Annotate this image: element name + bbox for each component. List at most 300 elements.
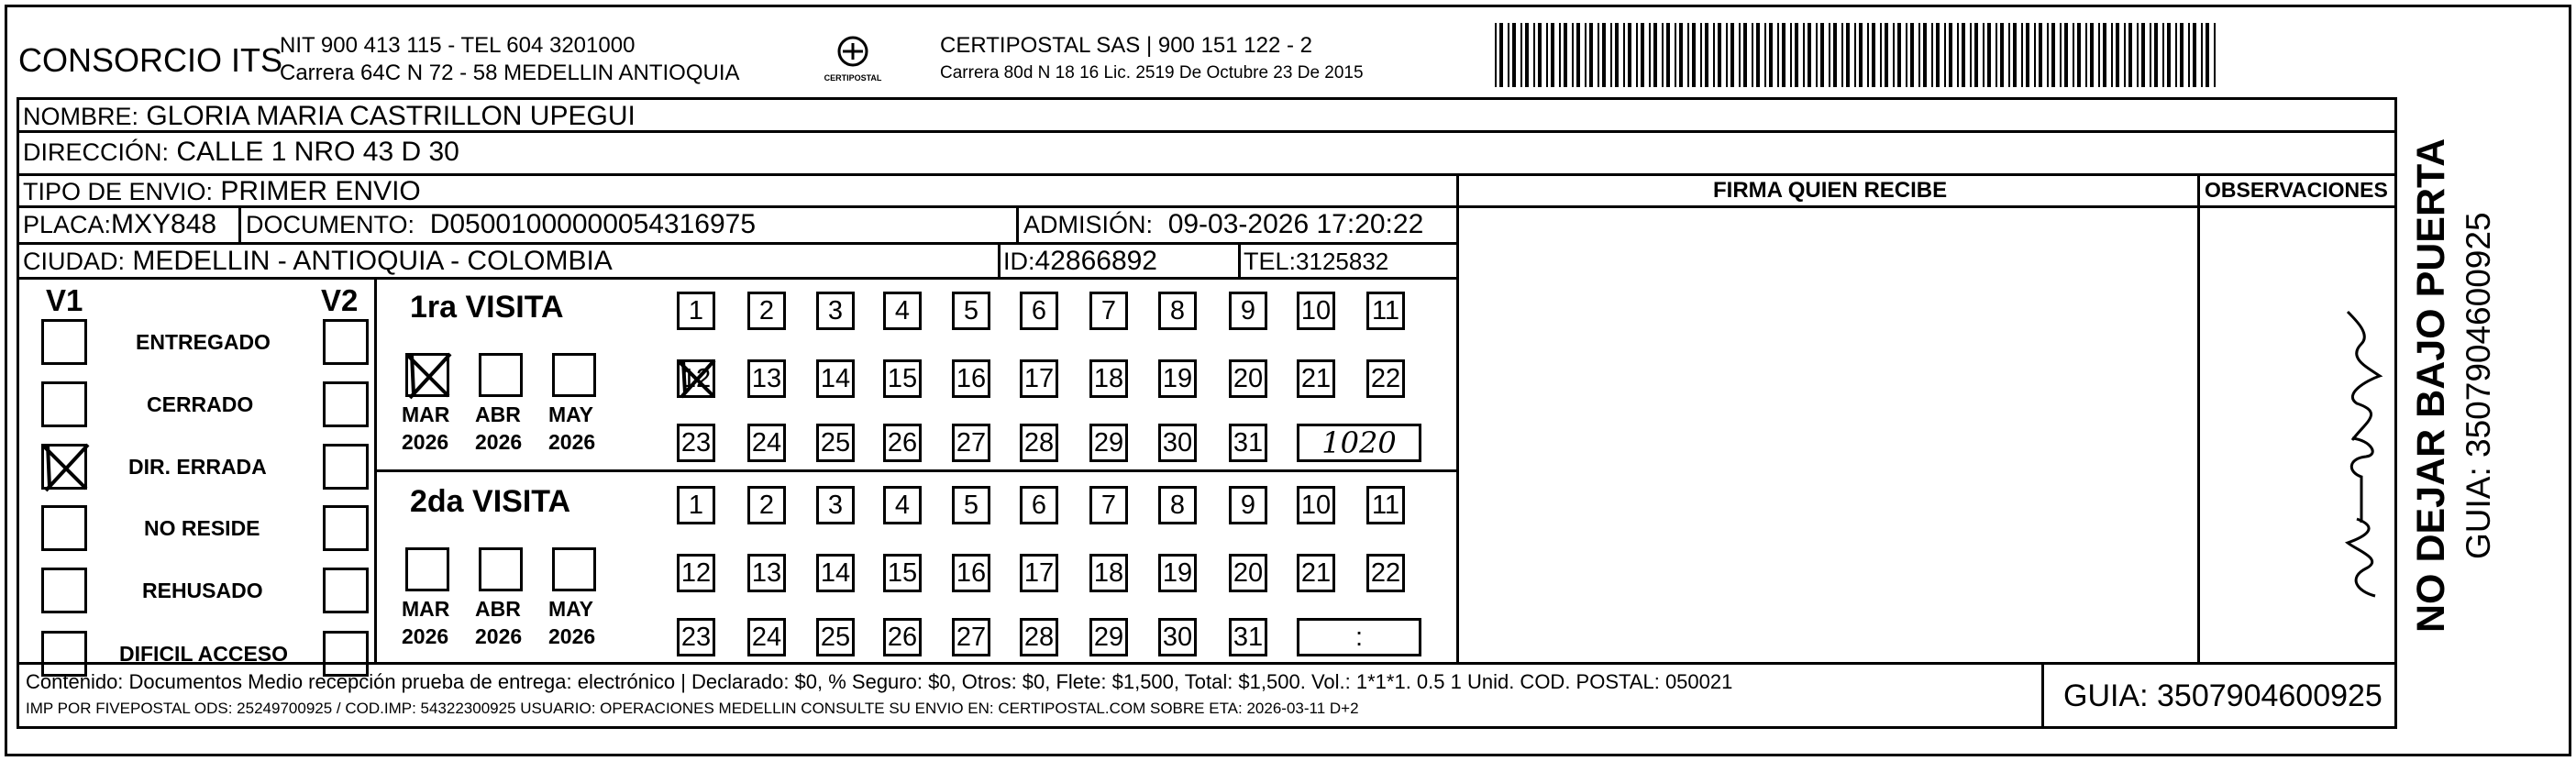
admision-value: 09-03-2026 17:20:22: [1167, 209, 1424, 239]
day-number: 17: [1023, 363, 1055, 393]
day-number: 16: [956, 363, 987, 393]
v2-label: V2: [321, 283, 359, 317]
barcode-bar: [1628, 23, 1631, 87]
status-v1-checkbox[interactable]: [41, 568, 87, 613]
barcode-bar: [2085, 23, 2087, 87]
barcode-bar: [1623, 23, 1625, 87]
row-line: [17, 662, 2397, 665]
day-number: 19: [1162, 557, 1193, 588]
barcode-bar: [1713, 23, 1715, 87]
day-box[interactable]: [1229, 292, 1267, 330]
v1-label: V1: [46, 283, 83, 317]
svg-text:CERTIPOSTAL: CERTIPOSTAL: [824, 73, 882, 83]
no-dejar-bajo-puerta: NO DEJAR BAJO PUERTA: [2409, 138, 2453, 633]
day-number: 7: [1100, 490, 1117, 520]
day-number: 5: [963, 490, 979, 520]
tel-label: TEL:: [1244, 248, 1297, 275]
year-label: 2026: [475, 430, 523, 454]
day-box[interactable]: [1366, 486, 1405, 524]
day-number: 15: [887, 363, 918, 393]
company-name: CONSORCIO ITS: [18, 41, 283, 79]
barcode-bar: [1910, 23, 1914, 87]
day-number: 16: [956, 557, 987, 588]
status-v2-checkbox[interactable]: [323, 319, 369, 365]
nombre-row: [23, 103, 636, 130]
day-number: 27: [956, 622, 987, 652]
barcode-bar: [1983, 23, 1985, 87]
documento-row: [246, 211, 756, 238]
col-line: [1456, 173, 1459, 662]
day-number: 25: [820, 622, 851, 652]
ciudad-value: MEDELLIN - ANTIOQUIA - COLOMBIA: [132, 246, 613, 276]
barcode-bar: [1859, 23, 1863, 87]
barcode-bar: [1499, 23, 1503, 87]
time-box[interactable]: [1297, 424, 1421, 462]
barcode-bar: [1829, 23, 1830, 87]
day-box[interactable]: [1366, 292, 1405, 330]
barcode-bar: [1923, 23, 1927, 87]
barcode-bar: [2116, 23, 2119, 87]
barcode-bar: [1769, 23, 1773, 87]
barcode-bar: [1906, 23, 1907, 87]
barcode-bar: [2034, 23, 2036, 87]
barcode-bar: [2013, 23, 2017, 87]
day-number: 10: [1300, 295, 1332, 325]
barcode-bar: [2124, 23, 2126, 87]
documento-value: D05001000000054316975: [429, 209, 757, 239]
day-box[interactable]: [952, 292, 990, 330]
barcode-bar: [2060, 23, 2062, 87]
month-checkbox[interactable]: [479, 353, 523, 397]
status-v2-checkbox[interactable]: [323, 568, 369, 613]
barcode-bar: [2090, 23, 2094, 87]
day-box[interactable]: [1366, 554, 1405, 592]
day-box[interactable]: [883, 292, 922, 330]
status-label: NO RESIDE: [144, 516, 260, 540]
barcode-bar: [1666, 23, 1670, 87]
barcode-bar: [2021, 23, 2023, 87]
direccion-value: CALLE 1 NRO 43 D 30: [176, 137, 459, 167]
status-v2-checkbox[interactable]: [323, 381, 369, 427]
barcode-bar: [1782, 23, 1786, 87]
barcode-bar: [1970, 23, 1972, 87]
day-box[interactable]: [1229, 359, 1267, 398]
month-checkbox[interactable]: [405, 547, 449, 591]
footer-contenido: Contenido: Documentos Medio recepción prueba de entrega: electrónico | Declarado: $0, % Seguro: $0, Otros: $0, Flete: $1,500, Total: $1,500. Vol.: 1*1*1. 0.5 1 Unid. COD. POSTAL: 050021: [26, 670, 1733, 693]
barcode-bar: [1739, 23, 1741, 87]
month-label: MAY: [548, 403, 593, 426]
barcode-bar: [1756, 23, 1760, 87]
day-number: 17: [1023, 557, 1055, 588]
day-box[interactable]: [1158, 424, 1197, 462]
status-v2-checkbox[interactable]: [323, 505, 369, 551]
barcode-bar: [2206, 23, 2209, 87]
barcode-bar: [1833, 23, 1837, 87]
day-box[interactable]: [677, 424, 715, 462]
barcode-bar: [2214, 23, 2216, 87]
month-label: MAY: [548, 597, 593, 621]
day-number: 1: [688, 295, 704, 325]
barcode-bar: [2201, 23, 2203, 87]
barcode-bar: [1559, 23, 1561, 87]
day-number: 22: [1370, 363, 1401, 393]
day-number: 9: [1240, 295, 1256, 325]
day-box[interactable]: [677, 554, 715, 592]
barcode-bar: [1897, 23, 1901, 87]
barcode-bar: [1662, 23, 1664, 87]
placa-value: MXY848: [111, 209, 217, 239]
day-number: 23: [680, 427, 712, 458]
day-box[interactable]: [677, 618, 715, 656]
day-number: 24: [751, 622, 782, 652]
tel-row: [1244, 249, 1388, 274]
year-label: 2026: [548, 624, 596, 648]
barcode-bar: [1576, 23, 1580, 87]
barcode-bar: [2026, 23, 2029, 87]
visit-title: 2da VISITA: [410, 484, 571, 519]
barcode-bar: [2128, 23, 2132, 87]
barcode-bar: [1692, 23, 1696, 87]
day-box[interactable]: [747, 618, 786, 656]
month-checkbox[interactable]: [479, 547, 523, 591]
day-number: 8: [1169, 490, 1186, 520]
barcode-bar: [1679, 23, 1683, 87]
day-box[interactable]: [1089, 486, 1128, 524]
outer-border-bottom: [5, 754, 2571, 756]
barcode-bar: [1957, 23, 1959, 87]
day-box[interactable]: [883, 486, 922, 524]
day-box[interactable]: [883, 554, 922, 592]
col-line: [17, 97, 19, 729]
barcode-bar: [2167, 23, 2171, 87]
barcode-bar: [1730, 23, 1734, 87]
barcode-bar: [1551, 23, 1554, 87]
day-box[interactable]: [883, 359, 922, 398]
day-box[interactable]: [1229, 486, 1267, 524]
day-box[interactable]: [1020, 424, 1058, 462]
day-box[interactable]: [1297, 292, 1335, 330]
day-box[interactable]: [816, 554, 855, 592]
day-number: 4: [894, 490, 911, 520]
time-value: 1020: [1321, 425, 1397, 460]
day-box[interactable]: [747, 359, 786, 398]
barcode-bar: [2150, 23, 2151, 87]
row-line: [17, 726, 2397, 729]
status-v2-checkbox[interactable]: [323, 444, 369, 490]
time-value: :: [1354, 622, 1364, 652]
day-number: 14: [820, 557, 851, 588]
day-number: 26: [887, 622, 918, 652]
day-number: 31: [1233, 427, 1264, 458]
col-line: [2197, 173, 2200, 662]
day-box[interactable]: [1297, 554, 1335, 592]
barcode-bar: [1649, 23, 1651, 87]
day-box[interactable]: [677, 359, 715, 398]
barcode-bar: [1687, 23, 1689, 87]
barcode-bar: [1931, 23, 1933, 87]
barcode-bar: [1820, 23, 1824, 87]
day-number: 25: [820, 427, 851, 458]
day-number: 28: [1023, 427, 1055, 458]
barcode-bar: [1867, 23, 1869, 87]
col-line: [238, 205, 241, 242]
row-line: [1456, 205, 2397, 208]
status-v1-checkbox[interactable]: [41, 505, 87, 551]
barcode-bar: [2098, 23, 2100, 87]
barcode-bar: [1816, 23, 1818, 87]
barcode-bar: [1520, 23, 1522, 87]
day-number: 20: [1233, 557, 1264, 588]
status-v1-checkbox[interactable]: [41, 444, 87, 490]
day-box[interactable]: [1158, 359, 1197, 398]
barcode-bar: [2137, 23, 2139, 87]
day-box[interactable]: [816, 486, 855, 524]
day-box[interactable]: [677, 486, 715, 524]
barcode: [1495, 23, 2219, 87]
day-number: 22: [1370, 557, 1401, 588]
barcode-bar: [2039, 23, 2042, 87]
barcode-bar: [1602, 23, 1606, 87]
day-number: 27: [956, 427, 987, 458]
barcode-bar: [1585, 23, 1587, 87]
barcode-bar: [1949, 23, 1952, 87]
day-box[interactable]: [1158, 486, 1197, 524]
barcode-bar: [1996, 23, 1997, 87]
outer-border-left: [5, 5, 7, 756]
day-box[interactable]: [1229, 618, 1267, 656]
outer-border-right: [2569, 5, 2571, 756]
barcode-bar: [1846, 23, 1850, 87]
company-nit: NIT 900 413 115 - TEL 604 3201000: [280, 33, 636, 58]
observaciones-header: OBSERVACIONES: [2205, 178, 2388, 202]
day-number: 3: [827, 490, 844, 520]
id-value: 42866892: [1034, 246, 1157, 276]
day-box[interactable]: [1089, 424, 1128, 462]
nombre-value: GLORIA MARIA CASTRILLON UPEGUI: [146, 101, 636, 131]
barcode-bar: [1880, 23, 1882, 87]
barcode-bar: [1974, 23, 1978, 87]
barcode-bar: [1803, 23, 1805, 87]
day-box[interactable]: [1089, 359, 1128, 398]
day-number: 13: [751, 557, 782, 588]
day-box[interactable]: [952, 486, 990, 524]
barcode-bar: [1944, 23, 1946, 87]
year-label: 2026: [475, 624, 523, 648]
barcode-bar: [1808, 23, 1811, 87]
status-label: REHUSADO: [142, 579, 263, 602]
day-number: 11: [1371, 490, 1400, 520]
direccion-row: [23, 138, 459, 166]
day-box[interactable]: [1229, 554, 1267, 592]
tel-value: 3125832: [1296, 248, 1389, 275]
certipostal-company: CERTIPOSTAL SAS | 900 151 122 - 2: [940, 33, 1312, 58]
day-number: 7: [1100, 295, 1117, 325]
check-mark-icon: [39, 439, 94, 494]
day-box[interactable]: [747, 554, 786, 592]
day-box[interactable]: [747, 424, 786, 462]
status-label: DIFICIL ACCESO: [119, 642, 289, 666]
barcode-bar: [2111, 23, 2113, 87]
day-number: 2: [758, 490, 775, 520]
day-number: 14: [820, 363, 851, 393]
barcode-bar: [1495, 23, 1497, 87]
month-label: ABR: [475, 403, 521, 426]
day-number: 12: [680, 363, 712, 393]
placa-label: PLACA:: [23, 211, 112, 238]
day-box[interactable]: [952, 359, 990, 398]
barcode-bar: [1641, 23, 1644, 87]
row-line: [17, 277, 1456, 280]
barcode-bar: [1987, 23, 1991, 87]
month-checkbox[interactable]: [552, 353, 596, 397]
barcode-bar: [2073, 23, 2074, 87]
day-box[interactable]: [747, 292, 786, 330]
year-label: 2026: [402, 624, 449, 648]
day-box[interactable]: [1366, 359, 1405, 398]
day-box[interactable]: [883, 424, 922, 462]
day-number: 18: [1093, 557, 1124, 588]
barcode-bar: [1790, 23, 1792, 87]
row-line: [17, 97, 2397, 100]
tipo-label: TIPO DE ENVIO:: [23, 178, 214, 205]
time-box[interactable]: [1297, 618, 1421, 656]
ciudad-row: [23, 248, 613, 275]
visit-title: 1ra VISITA: [410, 290, 564, 325]
day-box[interactable]: [1229, 424, 1267, 462]
day-box[interactable]: [1020, 486, 1058, 524]
day-box[interactable]: [952, 424, 990, 462]
day-number: 30: [1162, 622, 1193, 652]
barcode-bar: [2008, 23, 2010, 87]
barcode-bar: [1743, 23, 1747, 87]
day-box[interactable]: [952, 618, 990, 656]
year-label: 2026: [548, 430, 596, 454]
month-checkbox[interactable]: [552, 547, 596, 591]
day-number: 21: [1300, 363, 1332, 393]
day-number: 10: [1300, 490, 1332, 520]
barcode-bar: [1795, 23, 1798, 87]
barcode-bar: [2162, 23, 2164, 87]
day-box[interactable]: [1297, 486, 1335, 524]
barcode-bar: [1700, 23, 1702, 87]
col-line: [998, 242, 1001, 277]
status-label: DIR. ERRADA: [128, 455, 267, 479]
barcode-bar: [2051, 23, 2055, 87]
day-number: 8: [1169, 295, 1186, 325]
documento-label: DOCUMENTO:: [246, 211, 415, 238]
admision-label: ADMISIÓN:: [1023, 211, 1154, 238]
barcode-bar: [1764, 23, 1766, 87]
day-box[interactable]: [1020, 359, 1058, 398]
day-box[interactable]: [1089, 292, 1128, 330]
barcode-bar: [2000, 23, 2004, 87]
barcode-bar: [1936, 23, 1940, 87]
day-box[interactable]: [816, 424, 855, 462]
placa-row: [23, 211, 216, 238]
day-number: 5: [963, 295, 979, 325]
day-number: 15: [887, 557, 918, 588]
day-number: 6: [1031, 490, 1047, 520]
barcode-bar: [1726, 23, 1728, 87]
day-box[interactable]: [1020, 618, 1058, 656]
month-checkbox[interactable]: [405, 353, 449, 397]
check-mark-icon: [403, 348, 456, 402]
day-box[interactable]: [1158, 554, 1197, 592]
barcode-bar: [2141, 23, 2145, 87]
day-box[interactable]: [816, 292, 855, 330]
barcode-bar: [1777, 23, 1779, 87]
day-box[interactable]: [1158, 618, 1197, 656]
barcode-bar: [1615, 23, 1619, 87]
id-label: ID:: [1003, 248, 1035, 275]
outer-border-top: [5, 5, 2571, 7]
day-number: 11: [1371, 295, 1400, 325]
day-number: 23: [680, 622, 712, 652]
day-number: 28: [1023, 622, 1055, 652]
barcode-bar: [1508, 23, 1509, 87]
month-label: ABR: [475, 597, 521, 621]
day-box[interactable]: [677, 292, 715, 330]
day-box[interactable]: [1020, 554, 1058, 592]
day-number: 31: [1233, 622, 1264, 652]
id-row: [1003, 248, 1157, 275]
col-line: [1238, 242, 1241, 277]
barcode-bar: [1918, 23, 1920, 87]
day-number: 21: [1300, 557, 1332, 588]
signature: [2329, 303, 2394, 605]
day-number: 1: [688, 490, 704, 520]
day-box[interactable]: [816, 618, 855, 656]
day-box[interactable]: [1158, 292, 1197, 330]
day-number: 9: [1240, 490, 1256, 520]
status-v1-checkbox[interactable]: [41, 381, 87, 427]
barcode-bar: [1872, 23, 1875, 87]
barcode-bar: [1962, 23, 1965, 87]
barcode-bar: [1533, 23, 1535, 87]
day-box[interactable]: [816, 359, 855, 398]
tipo-row: [23, 178, 421, 205]
day-box[interactable]: [1020, 292, 1058, 330]
day-number: 30: [1162, 427, 1193, 458]
certipostal-logo: [821, 33, 885, 88]
barcode-bar: [1752, 23, 1753, 87]
tipo-value: PRIMER ENVIO: [220, 176, 421, 206]
day-number: 12: [680, 557, 712, 588]
day-number: 3: [827, 295, 844, 325]
year-label: 2026: [402, 430, 449, 454]
col-line: [2394, 97, 2397, 729]
day-box[interactable]: [952, 554, 990, 592]
check-mark-icon: [674, 355, 720, 401]
col-line: [2041, 662, 2044, 726]
day-box[interactable]: [747, 486, 786, 524]
day-number: 2: [758, 295, 775, 325]
status-v1-checkbox[interactable]: [41, 319, 87, 365]
month-label: MAR: [402, 403, 450, 426]
day-number: 6: [1031, 295, 1047, 325]
day-box[interactable]: [1089, 554, 1128, 592]
barcode-bar: [1718, 23, 1721, 87]
barcode-bar: [1610, 23, 1612, 87]
day-number: 19: [1162, 363, 1193, 393]
day-box[interactable]: [1089, 618, 1128, 656]
barcode-bar: [2175, 23, 2177, 87]
day-box[interactable]: [1297, 359, 1335, 398]
day-number: 4: [894, 295, 911, 325]
barcode-bar: [2188, 23, 2190, 87]
day-box[interactable]: [883, 618, 922, 656]
footer-guia: GUIA: 3507904600925: [2063, 678, 2383, 713]
